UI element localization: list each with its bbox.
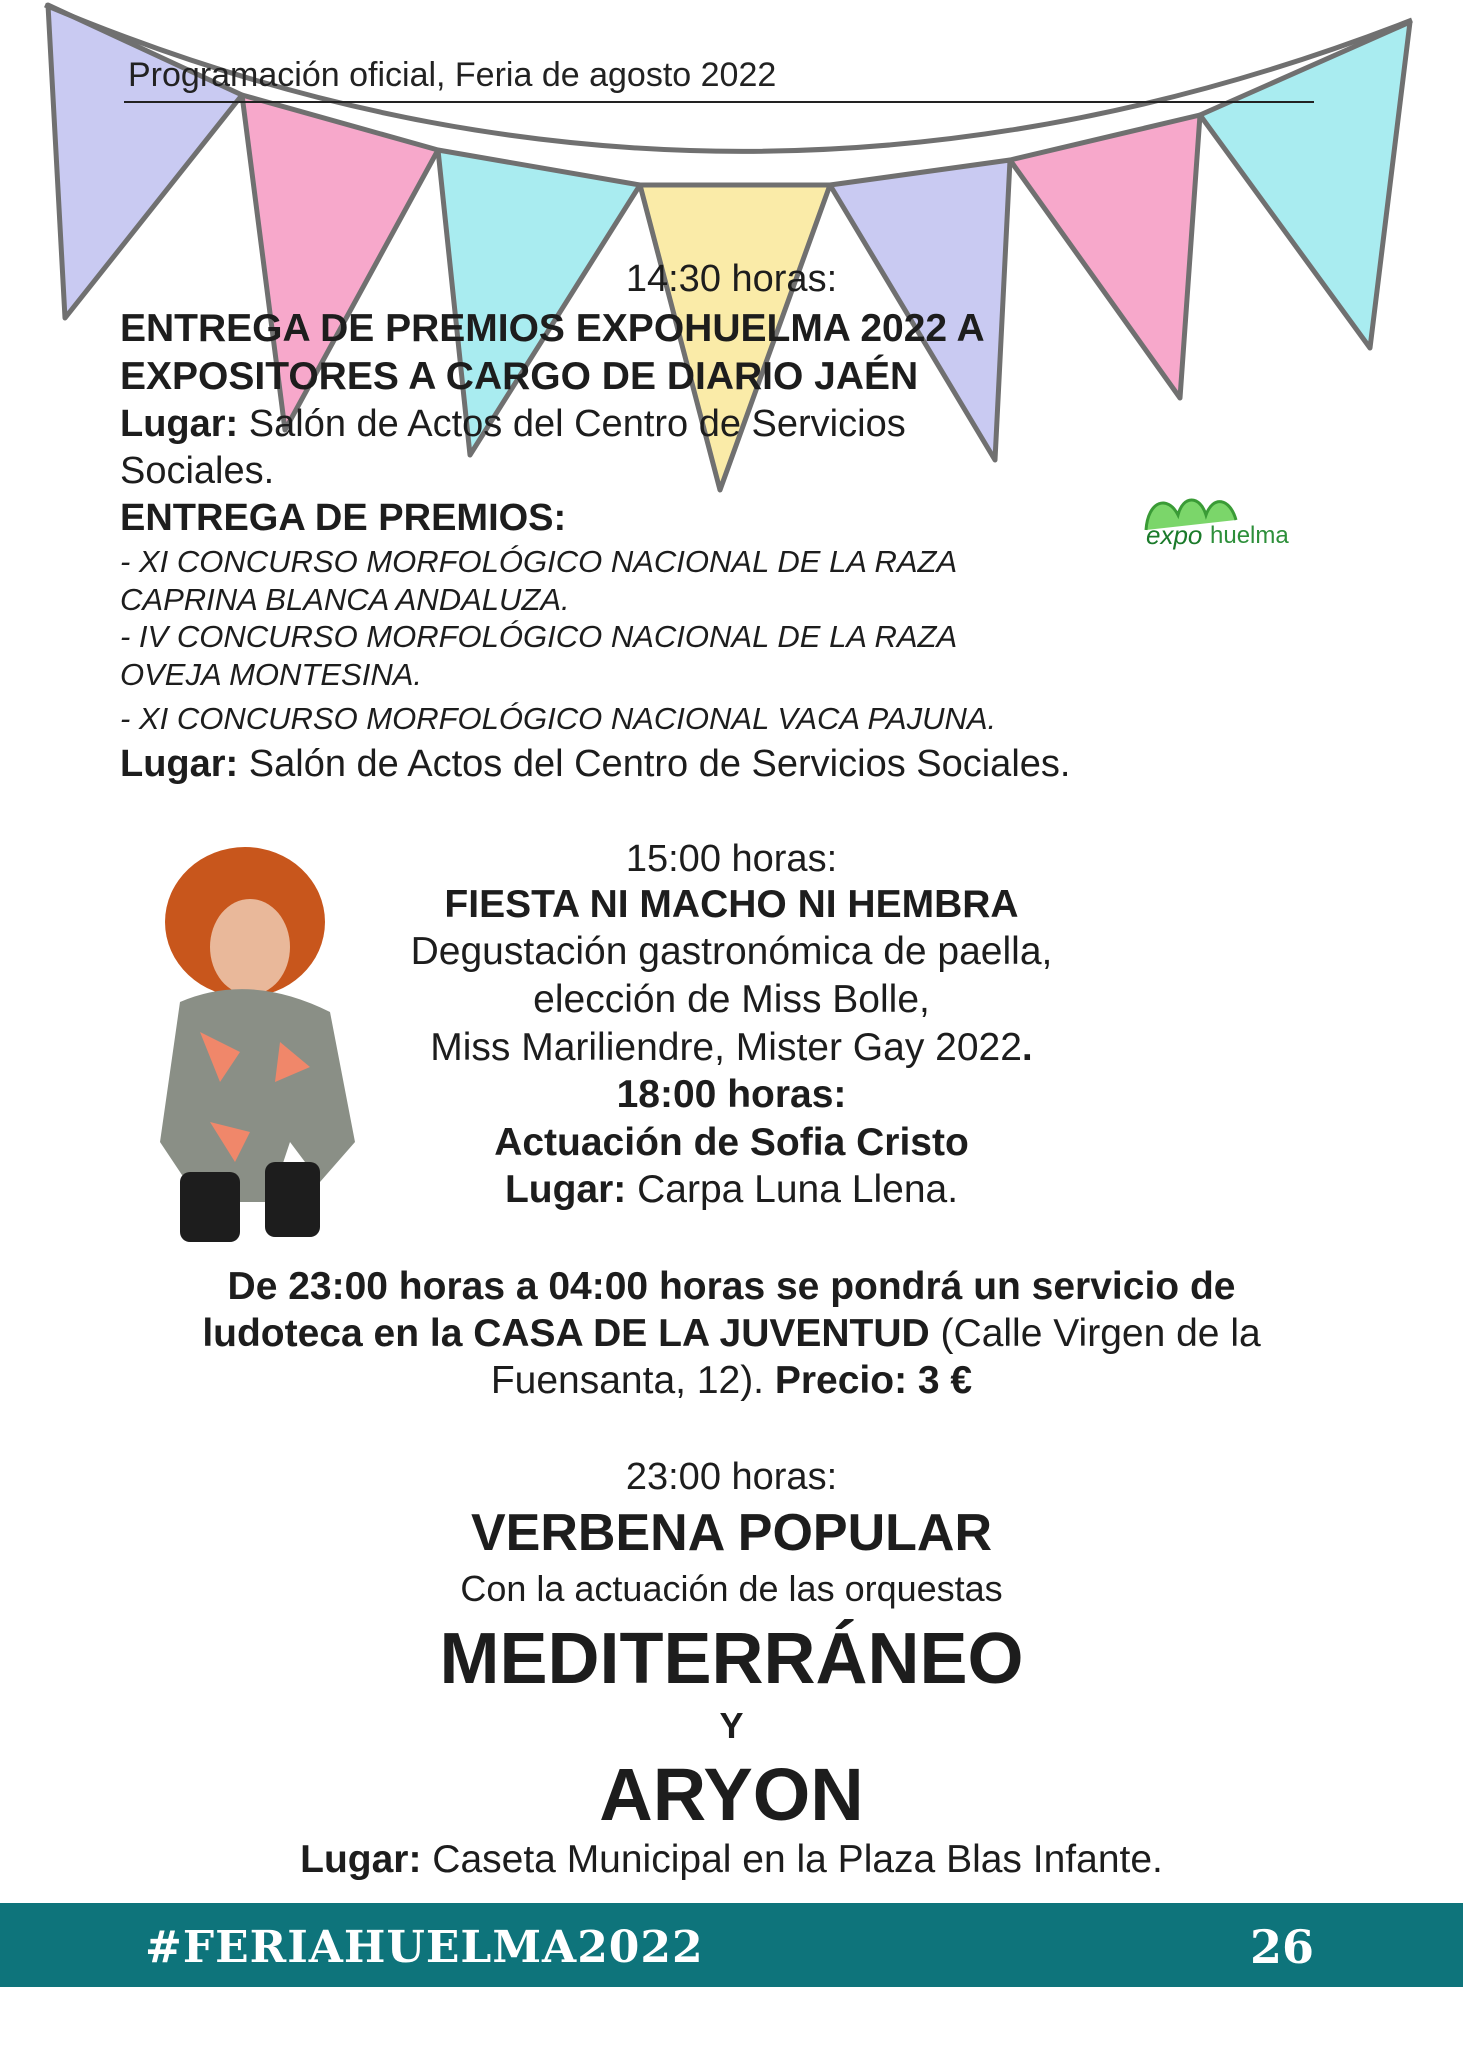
award-item: - XI CONCURSO MORFOLÓGICO NACIONAL DE LA RAZA bbox=[120, 544, 958, 579]
event2-desc-text: Miss Mariliendre, Mister Gay 2022 bbox=[430, 1026, 1022, 1069]
event1-title-line1: ENTREGA DE PREMIOS EXPOHUELMA 2022 A bbox=[120, 307, 985, 350]
footer-hashtag: #FERIAHUELMA2022 bbox=[145, 1922, 704, 1973]
lugar-text: Salón de Actos del Centro de Servicios bbox=[238, 403, 906, 445]
event1-lugar-cont: Sociales. bbox=[120, 450, 275, 492]
event2-desc bbox=[0, 1026, 1463, 1070]
event3-time: 23:00 horas: bbox=[625, 1456, 838, 1498]
event2-time: 15:00 horas: bbox=[625, 838, 838, 880]
awards-title: ENTREGA DE PREMIOS: bbox=[120, 497, 567, 539]
event2-lugar bbox=[0, 1168, 1463, 1212]
ludoteca-line3 bbox=[0, 1359, 1463, 1403]
event2-desc-dot: . bbox=[1021, 1026, 1033, 1069]
page-number: 26 bbox=[1250, 1920, 1315, 1974]
award-item: - IV CONCURSO MORFOLÓGICO NACIONAL DE LA RAZA bbox=[120, 619, 958, 654]
band-name: ARYON bbox=[599, 1753, 864, 1836]
event3-subtitle: Con la actuación de las orquestas bbox=[460, 1568, 1003, 1609]
event1-lugar bbox=[120, 400, 906, 448]
event1-time: 14:30 horas: bbox=[625, 258, 838, 300]
event1-title-line2: EXPOSITORES A CARGO DE DIARIO JAÉN bbox=[120, 355, 919, 398]
header-rule bbox=[124, 101, 1314, 103]
event2-desc: Degustación gastronómica de paella, bbox=[410, 930, 1053, 973]
expohuelma-logo bbox=[1138, 490, 1318, 560]
ludoteca-line1: De 23:00 horas a 04:00 horas se pondrá un servicio de bbox=[227, 1265, 1236, 1308]
lugar-label: Lugar: bbox=[300, 1838, 422, 1881]
logo-expo-text: expo bbox=[1146, 520, 1203, 550]
event3-title: VERBENA POPULAR bbox=[470, 1504, 992, 1562]
lugar-label: Lugar: bbox=[120, 403, 239, 445]
lugar-text: Salón de Actos del Centro de Servicios Sociales. bbox=[238, 743, 1071, 785]
event3-lugar bbox=[0, 1838, 1463, 1882]
page-header: Programación oficial, Feria de agosto 2022 bbox=[128, 56, 777, 94]
pennant bbox=[1010, 115, 1200, 398]
ludoteca-price: Precio: 3 € bbox=[774, 1359, 973, 1402]
band-separator: Y bbox=[719, 1705, 744, 1746]
ludoteca-address: Fuensanta, 12). bbox=[490, 1359, 775, 1402]
event2-time2: 18:00 horas: bbox=[616, 1073, 847, 1116]
event2-act: Actuación de Sofia Cristo bbox=[494, 1121, 969, 1164]
award-item: CAPRINA BLANCA ANDALUZA. bbox=[120, 582, 570, 617]
lugar-label: Lugar: bbox=[504, 1168, 627, 1211]
award-item: OVEJA MONTESINA. bbox=[120, 657, 423, 692]
lugar-text: Carpa Luna Llena. bbox=[626, 1168, 959, 1211]
lugar-label: Lugar: bbox=[120, 743, 239, 785]
logo-huelma-text: huelma bbox=[1210, 522, 1289, 549]
event1-lugar2 bbox=[120, 740, 1070, 788]
ludoteca-line2 bbox=[0, 1312, 1463, 1356]
ludoteca-bold: ludoteca en la CASA DE LA JUVENTUD bbox=[202, 1312, 930, 1355]
award-item: - XI CONCURSO MORFOLÓGICO NACIONAL VACA PAJUNA. bbox=[120, 701, 997, 736]
ludoteca-rest: (Calle Virgen de la bbox=[929, 1312, 1261, 1355]
event2-desc: elección de Miss Bolle, bbox=[533, 978, 930, 1021]
lugar-text: Caseta Municipal en la Plaza Blas Infante. bbox=[421, 1838, 1163, 1881]
band-name: MEDITERRÁNEO bbox=[439, 1619, 1024, 1699]
event2-title: FIESTA NI MACHO NI HEMBRA bbox=[444, 883, 1019, 926]
